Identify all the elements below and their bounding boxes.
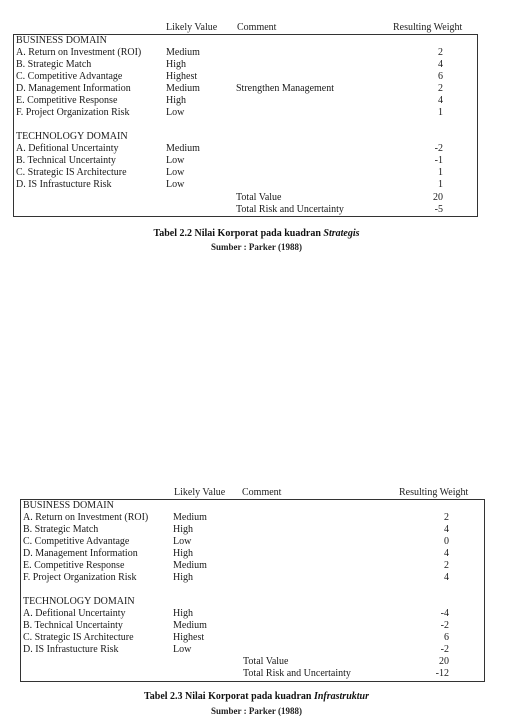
row-weight: 1 bbox=[438, 107, 443, 118]
table-row bbox=[14, 167, 477, 179]
table-row bbox=[14, 83, 477, 95]
table-row bbox=[14, 47, 477, 59]
row-weight: -1 bbox=[434, 155, 443, 166]
t1-caption-italic: Strategis bbox=[323, 228, 360, 239]
row-item: F. Project Organization Risk bbox=[23, 572, 137, 583]
table-row bbox=[14, 107, 477, 119]
t2-total-value-label: Total Value bbox=[243, 656, 289, 667]
t2-caption bbox=[0, 691, 513, 703]
t2-total-risk: -12 bbox=[435, 668, 449, 679]
table-row bbox=[21, 632, 484, 644]
row-likely-value: Highest bbox=[173, 632, 205, 643]
row-item: C. Strategic IS Architecture bbox=[16, 167, 127, 178]
row-likely-value: Low bbox=[166, 179, 185, 190]
t1-total-risk-row bbox=[14, 204, 477, 216]
table-row bbox=[21, 572, 484, 584]
t2-total-value: 20 bbox=[439, 656, 449, 667]
row-item: B. Technical Uncertainty bbox=[23, 620, 123, 631]
table-row bbox=[21, 644, 484, 656]
row-likely-value: Medium bbox=[173, 620, 207, 631]
row-weight: 4 bbox=[444, 524, 449, 535]
row-item: B. Strategic Match bbox=[23, 524, 99, 535]
t2-header-likely: Likely Value bbox=[174, 487, 226, 498]
row-likely-value: Low bbox=[166, 155, 185, 166]
t2-caption-italic: Infrastruktur bbox=[313, 691, 369, 702]
t2-source: Sumber : Parker (1988) bbox=[211, 706, 302, 716]
row-weight: -2 bbox=[434, 143, 443, 154]
table-row bbox=[21, 608, 484, 620]
row-item: D. IS Infrastucture Risk bbox=[16, 179, 112, 190]
row-likely-value: Low bbox=[173, 536, 192, 547]
row-item: C. Competitive Advantage bbox=[16, 71, 123, 82]
row-item: B. Technical Uncertainty bbox=[16, 155, 116, 166]
t1-caption bbox=[0, 228, 513, 240]
row-item: E. Competitive Response bbox=[23, 560, 125, 571]
t1-header-likely: Likely Value bbox=[166, 22, 218, 33]
row-likely-value: High bbox=[173, 572, 193, 583]
t2-header-weight: Resulting Weight bbox=[399, 487, 469, 498]
row-weight: 6 bbox=[438, 71, 443, 82]
row-item: C. Competitive Advantage bbox=[23, 536, 130, 547]
t1-header-comment: Comment bbox=[237, 22, 277, 33]
row-item: B. Strategic Match bbox=[16, 59, 92, 70]
row-weight: 4 bbox=[438, 59, 443, 70]
t1-total-risk: -5 bbox=[434, 204, 443, 215]
row-likely-value: High bbox=[166, 59, 186, 70]
t1-total-value: 20 bbox=[433, 192, 443, 203]
row-item: A. Return on Investment (ROI) bbox=[23, 512, 149, 523]
row-weight: 4 bbox=[444, 548, 449, 559]
table-infrastructure bbox=[20, 499, 485, 682]
row-weight: -2 bbox=[440, 644, 449, 655]
t2-total-risk-label: Total Risk and Uncertainty bbox=[243, 668, 351, 679]
t2-business-title: BUSINESS DOMAIN bbox=[23, 500, 114, 511]
row-likely-value: Low bbox=[173, 644, 192, 655]
row-likely-value: Medium bbox=[173, 512, 207, 523]
row-likely-value: High bbox=[173, 608, 193, 619]
row-item: E. Competitive Response bbox=[16, 95, 118, 106]
table-row bbox=[14, 179, 477, 191]
row-likely-value: Medium bbox=[166, 83, 200, 94]
row-likely-value: Medium bbox=[166, 47, 200, 58]
table-row bbox=[21, 536, 484, 548]
table-row bbox=[21, 560, 484, 572]
table-row bbox=[21, 548, 484, 560]
t1-total-value-row bbox=[14, 192, 477, 204]
row-comment: Strengthen Management bbox=[236, 83, 335, 94]
row-item: A. Defitional Uncertainty bbox=[23, 608, 126, 619]
row-likely-value: Medium bbox=[173, 560, 207, 571]
t1-business-title: BUSINESS DOMAIN bbox=[16, 35, 107, 46]
t2-total-risk-row bbox=[21, 668, 484, 680]
table-row bbox=[14, 143, 477, 155]
row-weight: 6 bbox=[444, 632, 449, 643]
row-weight: 2 bbox=[438, 83, 443, 94]
row-weight: 1 bbox=[438, 167, 443, 178]
t1-total-risk-label: Total Risk and Uncertainty bbox=[236, 204, 344, 215]
t2-technology-title: TECHNOLOGY DOMAIN bbox=[23, 596, 135, 607]
row-item: C. Strategic IS Architecture bbox=[23, 632, 134, 643]
row-weight: 2 bbox=[444, 560, 449, 571]
row-likely-value: High bbox=[173, 524, 193, 535]
t2-total-value-row bbox=[21, 656, 484, 668]
row-likely-value: Low bbox=[166, 167, 185, 178]
table-row bbox=[14, 155, 477, 167]
row-weight: 0 bbox=[444, 536, 449, 547]
row-weight: 2 bbox=[438, 47, 443, 58]
row-item: D. IS Infrastucture Risk bbox=[23, 644, 119, 655]
t1-source: Sumber : Parker (1988) bbox=[211, 242, 302, 252]
row-item: D. Management Information bbox=[23, 548, 138, 559]
t2-header-comment: Comment bbox=[242, 487, 282, 498]
table-row bbox=[14, 71, 477, 83]
row-item: A. Defitional Uncertainty bbox=[16, 143, 119, 154]
row-weight: -4 bbox=[440, 608, 449, 619]
row-weight: 4 bbox=[444, 572, 449, 583]
t2-caption-text: Tabel 2.3 Nilai Korporat pada kuadran bbox=[144, 691, 314, 702]
row-weight: 2 bbox=[444, 512, 449, 523]
row-likely-value: High bbox=[166, 95, 186, 106]
row-likely-value: High bbox=[173, 548, 193, 559]
row-item: F. Project Organization Risk bbox=[16, 107, 130, 118]
t1-technology-title: TECHNOLOGY DOMAIN bbox=[16, 131, 128, 142]
table-row bbox=[21, 524, 484, 536]
row-likely-value: Low bbox=[166, 107, 185, 118]
row-item: D. Management Information bbox=[16, 83, 131, 94]
table-row bbox=[21, 512, 484, 524]
table-row bbox=[14, 59, 477, 71]
row-weight: 1 bbox=[438, 179, 443, 190]
row-item: A. Return on Investment (ROI) bbox=[16, 47, 142, 58]
row-likely-value: Highest bbox=[166, 71, 198, 82]
table-strategic bbox=[13, 34, 478, 217]
t1-total-value-label: Total Value bbox=[236, 192, 282, 203]
table-row bbox=[14, 95, 477, 107]
t1-header-weight: Resulting Weight bbox=[393, 22, 463, 33]
row-likely-value: Medium bbox=[166, 143, 200, 154]
t1-caption-text: Tabel 2.2 Nilai Korporat pada kuadran bbox=[153, 228, 324, 239]
row-weight: 4 bbox=[438, 95, 443, 106]
row-weight: -2 bbox=[440, 620, 449, 631]
table-row bbox=[21, 620, 484, 632]
